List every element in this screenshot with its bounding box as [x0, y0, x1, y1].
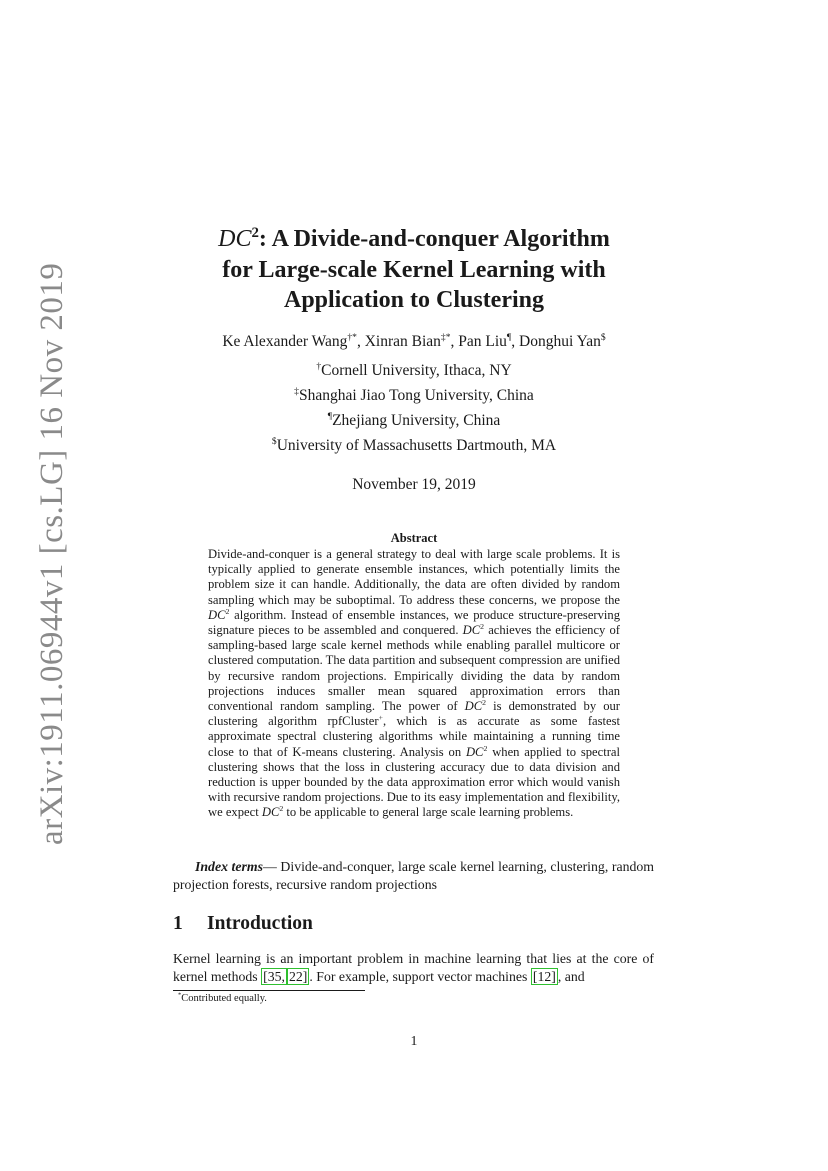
affiliation: ¶Zhejiang University, China — [327, 410, 501, 429]
affiliation: $University of Massachusetts Dartmouth, MA — [271, 435, 557, 454]
footnote: *Contributed equally. — [178, 991, 267, 1004]
affiliation: ‡Shanghai Jiao Tong University, China — [294, 385, 534, 404]
section-title: Introduction — [207, 913, 313, 934]
index-terms: Index terms— Divide-and-conquer, large scale kernel learning, clustering, random projection forests, recursive random projections — [173, 859, 655, 892]
paper-title — [150, 224, 678, 316]
index-terms-label: Index terms — [195, 859, 263, 874]
publication-date: November 19, 2019 — [352, 476, 476, 493]
author-list: Ke Alexander Wang†*, Xinran Bian‡*, Pan Liu¶, Donghui Yan$ — [222, 331, 606, 350]
arxiv-identifier: arXiv:1911.06944v1 [cs.LG] 16 Nov 2019 — [34, 262, 70, 845]
affiliation: †Cornell University, Ithaca, NY — [316, 360, 512, 379]
citation-link[interactable]: [35, — [263, 969, 285, 984]
page-number: 1 — [410, 1033, 418, 1048]
citation-link[interactable]: 22] — [288, 969, 308, 984]
citation-link[interactable]: [12] — [532, 969, 556, 984]
title-line-1: $DC^2$: A Divide-and-conquer Algorithm — [218, 225, 610, 252]
section-number: 1 — [173, 913, 183, 934]
footnote-rule — [173, 990, 365, 991]
title-line-2: for Large-scale Kernel Learning with — [222, 256, 606, 283]
abstract-heading: Abstract — [390, 531, 438, 545]
intro-paragraph: Kernel learning is an important problem in machine learning that lies at the core of kernel methods [35, 22] . For example, support vector machines [12] , and — [173, 951, 654, 984]
title-line-3: Application to Clustering — [283, 287, 544, 313]
abstract-body: Divide-and-conquer is a general strategy to deal with large scale problems. It is typically applied to generate ensemble instances, which potentially limits the problem size it can handle. Additionally, the data are often divided by random sampling which may be suboptimal. To address these concerns, we propose the $DC^2$ algorithm. Instead of ensemble instances, we produce structure-preserving signature pieces to be assembled and conquered. $DC^2$ achieves the efficiency of sampling-based large scale kernel methods while enabling parallel multicore or clustered computation. The data partition and subsequent compression are unified by recursive random projections. Empirically dividing the data by random projections induces smaller mean squared approximation errors than conventional random sampling. The power of $DC^2$ is demonstrated by our clustering algorithm rpfCluster+, which is as accurate as some fastest approximate spectral clustering algorithms while maintaining a running time close to that of K-means clustering. Analysis on $DC^2$ when applied to spectral clustering shows that the loss in clustering accuracy due to data division and reduction is upper bounded by the data approximation error which would vanish with recursive random projections. Due to its easy implementation and flexibility, we expect $DC^2$ to be applicable to general large scale learning problems. — [208, 547, 621, 820]
section-heading — [173, 913, 313, 935]
